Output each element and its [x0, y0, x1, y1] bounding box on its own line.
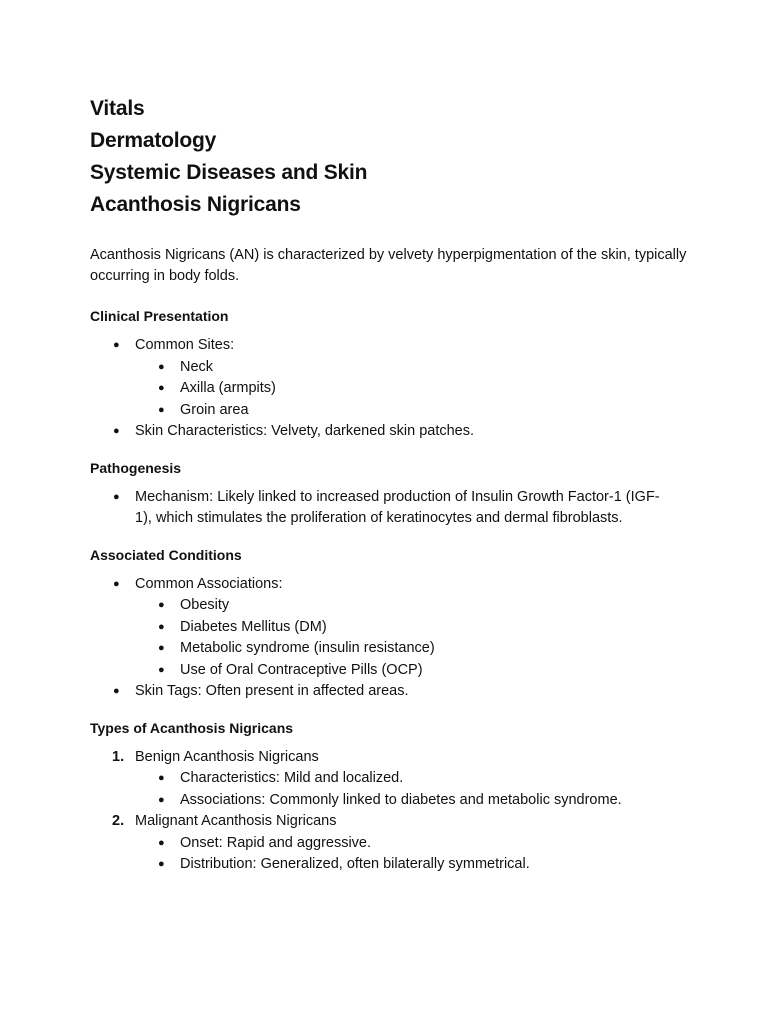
skin-tags-text: Skin Tags: Often present in affected areas.	[135, 683, 409, 699]
list-item	[90, 768, 690, 790]
list-item	[90, 747, 690, 769]
associated-list	[90, 574, 690, 703]
associations-sublist-container	[90, 595, 690, 681]
list-item	[90, 595, 690, 617]
bullet-icon: ●	[113, 339, 120, 351]
types-list	[90, 747, 690, 876]
site-axilla: Axilla (armpits)	[180, 380, 276, 396]
item-number: 2.	[112, 813, 125, 829]
list-item	[90, 400, 690, 422]
bullet-icon: ●	[113, 490, 120, 503]
bullet-icon: ●	[158, 836, 165, 849]
skin-characteristics-text: Skin Characteristics: Velvety, darkened skin patches.	[135, 423, 475, 439]
common-associations-label: Common Associations:	[135, 575, 283, 592]
heading-vitals: Vitals	[90, 97, 145, 120]
list-item	[90, 854, 690, 876]
list-item	[90, 811, 690, 833]
malignant-sublist	[90, 833, 690, 876]
section-title-clinical-presentation: Clinical Presentation	[90, 308, 229, 324]
intro-paragraph: Acanthosis Nigricans (AN) is characterized by velvety hyperpigmentation of the skin, typically occurring in body folds.	[90, 247, 687, 284]
mechanism-text: Mechanism: Likely linked to increased production of Insulin Growth Factor-1 (IGF-1), which stimulates the proliferation of keratinocytes and dermal fibroblasts.	[135, 488, 660, 526]
heading-acanthosis-nigricans: Acanthosis Nigricans	[90, 193, 301, 216]
benign-sublist	[90, 768, 690, 811]
list-item	[90, 681, 690, 703]
heading-systemic-diseases: Systemic Diseases and Skin	[90, 161, 368, 184]
list-item	[90, 357, 690, 379]
sites-sublist	[90, 357, 690, 422]
bullet-icon: ●	[158, 403, 165, 416]
bullet-icon: ●	[158, 360, 165, 373]
bullet-icon: ●	[158, 642, 165, 654]
section-title-pathogenesis: Pathogenesis	[90, 459, 182, 476]
pathogenesis-list	[90, 487, 690, 530]
association-obesity: Obesity	[180, 597, 230, 613]
bullet-icon: ●	[158, 663, 165, 676]
bullet-icon: ●	[158, 620, 165, 633]
benign-sublist-container	[90, 768, 690, 811]
bullet-icon: ●	[113, 685, 120, 697]
list-item	[90, 617, 690, 639]
association-ocp: Use of Oral Contraceptive Pills (OCP)	[180, 661, 423, 678]
bullet-icon: ●	[113, 577, 120, 590]
sites-sublist-container	[90, 357, 690, 422]
list-item	[90, 833, 690, 855]
list-item	[90, 638, 690, 660]
section-title-associated-conditions: Associated Conditions	[90, 546, 242, 563]
association-metabolic-syndrome: Metabolic syndrome (insulin resistance)	[180, 640, 435, 656]
bullet-icon: ●	[113, 425, 120, 437]
list-item	[90, 487, 690, 530]
list-item	[90, 421, 690, 443]
type-malignant-label: Malignant Acanthosis Nigricans	[135, 813, 337, 829]
bullet-icon: ●	[158, 382, 165, 394]
benign-associations: Associations: Commonly linked to diabetes and metabolic syndrome.	[180, 791, 622, 808]
list-item	[90, 574, 690, 596]
common-sites-label: Common Sites:	[135, 337, 235, 353]
associations-sublist	[90, 595, 690, 681]
title-block	[90, 93, 690, 221]
site-neck: Neck	[180, 358, 214, 375]
bullet-icon: ●	[158, 793, 165, 806]
malignant-onset: Onset: Rapid and aggressive.	[180, 834, 372, 851]
section-title-types: Types of Acanthosis Nigricans	[90, 719, 294, 736]
list-item	[90, 660, 690, 682]
clinical-list	[90, 335, 690, 443]
association-diabetes: Diabetes Mellitus (DM)	[180, 618, 327, 635]
bullet-icon: ●	[158, 772, 165, 784]
site-groin: Groin area	[180, 401, 249, 418]
type-benign-label: Benign Acanthosis Nigricans	[135, 748, 319, 765]
item-number: 1.	[112, 748, 125, 765]
list-item	[90, 335, 690, 357]
list-item	[90, 378, 690, 400]
heading-dermatology: Dermatology	[90, 129, 217, 152]
benign-characteristics: Characteristics: Mild and localized.	[180, 770, 404, 786]
bullet-icon: ●	[158, 599, 165, 611]
list-item	[90, 790, 690, 812]
malignant-sublist-container	[90, 833, 690, 876]
malignant-distribution: Distribution: Generalized, often bilaterally symmetrical.	[180, 856, 530, 872]
bullet-icon: ●	[158, 858, 165, 870]
document-page	[90, 93, 690, 876]
